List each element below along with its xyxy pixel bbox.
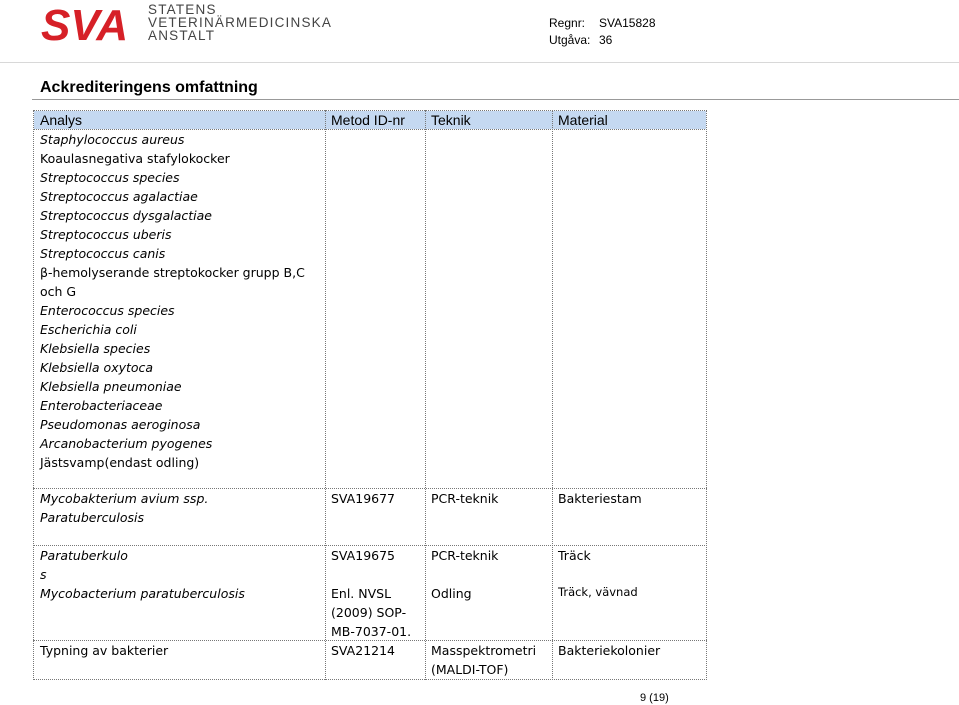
column-divider bbox=[325, 110, 326, 680]
list-item: Escherichia coli bbox=[40, 322, 137, 337]
table-cell-material: Träck bbox=[558, 548, 591, 563]
list-item: Streptococcus species bbox=[40, 170, 180, 185]
cell-text: Masspektrometri bbox=[431, 643, 537, 658]
utgava-value: 36 bbox=[599, 33, 613, 47]
column-divider bbox=[552, 110, 553, 680]
organism-list bbox=[40, 130, 305, 472]
org-name-line: STATENS bbox=[148, 2, 217, 17]
org-name-line: VETERINÄRMEDICINSKA bbox=[148, 15, 333, 30]
table-row-analys bbox=[40, 546, 128, 584]
column-header-material: Material bbox=[552, 111, 706, 129]
table-row-analys bbox=[40, 489, 208, 527]
header-divider bbox=[0, 62, 959, 63]
list-item: Streptococcus agalactiae bbox=[40, 189, 198, 204]
list-item: Streptococcus dysgalactiae bbox=[40, 208, 212, 223]
cell-text: (2009) SOP- bbox=[331, 605, 407, 620]
regnr bbox=[549, 16, 656, 30]
list-item: Koaulasnegativa stafylokocker bbox=[40, 151, 230, 166]
list-item: Klebsiella pneumoniae bbox=[40, 379, 182, 394]
org-name-line: ANSTALT bbox=[148, 28, 216, 43]
table-cell-teknik: PCR-teknik bbox=[431, 491, 499, 506]
column-header-analys: Analys bbox=[34, 111, 325, 129]
list-item: Pseudomonas aeroginosa bbox=[40, 417, 201, 432]
utgava bbox=[549, 33, 612, 47]
list-item: Arcanobacterium pyogenes bbox=[40, 436, 213, 451]
column-header-teknik: Teknik bbox=[425, 111, 552, 129]
table-cell-analys: Mycobacterium paratuberculosis bbox=[40, 586, 245, 601]
sva-logo-mark bbox=[40, 2, 140, 46]
table-cell-metod: SVA19677 bbox=[331, 491, 396, 506]
cell-text: Mycobakterium avium ssp. bbox=[40, 491, 209, 506]
list-item: Staphylococcus aureus bbox=[40, 132, 185, 147]
list-item: Klebsiella species bbox=[40, 341, 151, 356]
list-item: β-hemolyserande streptokocker grupp B,C bbox=[40, 265, 305, 280]
cell-text: Paratuberkulo bbox=[40, 548, 128, 563]
sva-logo-letters: SVA bbox=[41, 2, 129, 46]
page-number: 9 (19) bbox=[640, 692, 669, 704]
regnr-value: SVA15828 bbox=[599, 16, 656, 30]
list-item: Enterococcus species bbox=[40, 303, 175, 318]
cell-text: MB-7037-01. bbox=[331, 624, 412, 639]
cell-text: (MALDI-TOF) bbox=[431, 662, 509, 677]
table-cell-teknik: PCR-teknik bbox=[431, 548, 499, 563]
list-item: Jästsvamp(endast odling) bbox=[40, 455, 200, 470]
column-header-metod: Metod ID-nr bbox=[325, 111, 425, 129]
list-item: Enterobacteriaceae bbox=[40, 398, 163, 413]
regnr-label: Regnr: bbox=[549, 16, 586, 30]
cell-text: s bbox=[40, 567, 47, 582]
table-cell-analys: Typning av bakterier bbox=[40, 643, 169, 658]
column-divider bbox=[425, 110, 426, 680]
utgava-label: Utgåva: bbox=[549, 33, 591, 47]
table-cell-material: Träck, vävnad bbox=[558, 585, 638, 599]
table-cell-teknik: Odling bbox=[431, 586, 472, 601]
table-cell-material: Bakteriekolonier bbox=[558, 643, 661, 658]
org-name bbox=[148, 3, 332, 42]
table-cell-metod: SVA19675 bbox=[331, 548, 396, 563]
table-cell-metod bbox=[331, 584, 411, 641]
title-divider bbox=[32, 99, 959, 100]
cell-text: Enl. NVSL bbox=[331, 586, 392, 601]
table-cell-metod: SVA21214 bbox=[331, 643, 396, 658]
table-cell-teknik bbox=[431, 641, 536, 679]
sva-logo bbox=[40, 2, 333, 46]
list-item: och G bbox=[40, 284, 77, 299]
page-title: Ackrediteringens omfattning bbox=[40, 79, 258, 96]
list-item: Streptococcus canis bbox=[40, 246, 166, 261]
table-cell-material: Bakteriestam bbox=[558, 491, 642, 506]
list-item: Klebsiella oxytoca bbox=[40, 360, 154, 375]
list-item: Streptococcus uberis bbox=[40, 227, 172, 242]
cell-text: Paratuberculosis bbox=[40, 510, 144, 525]
